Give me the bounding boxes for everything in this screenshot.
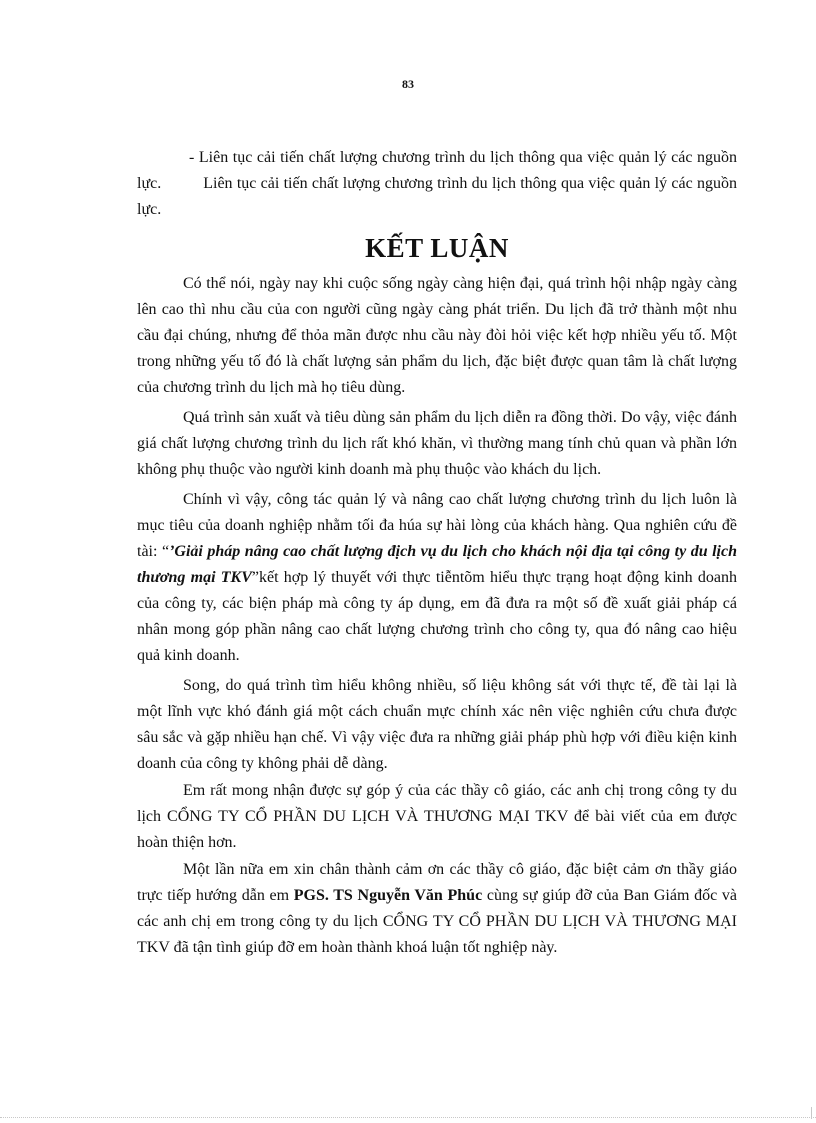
footer-corner-mark: [811, 1107, 812, 1119]
paragraph-4: Song, do quá trình tìm hiểu không nhiều, số liệu không sát với thực tế, đề tài lại là một lĩnh vực khó đánh giá một cách chuẩn mực chính xác nên việc nghiên cứu chưa được sâu sắc và gặp nhiều hạn chế. Vì vậy việc đưa ra những giải pháp phù hợp với điều kiện kinh doanh của công ty không phải dễ dàng.: [137, 677, 737, 772]
thesis-title: ’Giải pháp nâng cao chất lượng địch vụ du lịch cho khách nội địa tại công ty du lịch thương mại TKV: [137, 543, 737, 586]
intro-line-a: - Liên tục cải tiến chất lượng chương trình du lịch thông qua việc quản lý các nguồn lực.: [137, 149, 737, 192]
paragraph-5: Em rất mong nhận được sự góp ý của các thầy cô giáo, các anh chị trong công ty du lịch CỔNG TY CỔ PHẦN DU LỊCH VÀ THƯƠNG MẠI TKV để bài viết của em được hoàn thiện hơn.: [137, 782, 737, 851]
paragraph-2: Quá trình sản xuất và tiêu dùng sản phẩm du lịch diễn ra đồng thời. Do vậy, việc đánh giá chất lượng chương trình du lịch rất khó khăn, vì thường mang tính chủ quan và phần lớn không phụ thuộc vào người kinh doanh mà phụ thuộc vào khách du lịch.: [137, 409, 737, 478]
paragraph-3: [137, 487, 737, 669]
document-body: [137, 145, 737, 965]
paragraph-3-rest: ”kết hợp lý thuyết với thực tiễntõm hiểu thực trạng hoạt động kinh doanh của công ty, các biện pháp mà công ty áp dụng, em đã đưa ra một số đề xuất giải pháp cá nhân mong góp phần nâng cao chất lượng chương trình cho công ty, qua đó nâng cao hiệu quả kinh doanh.: [137, 569, 737, 664]
paragraph-3-intro: Chính vì vậy, công tác quản lý và nâng cao chất lượng chương trình du lịch luôn là mục tiêu của doanh nghiệp nhằm tối đa húa sự hài lòng của khách hàng. Qua nghiên cứu đề tài: “: [137, 491, 737, 560]
conclusion-heading: KẾT LUẬN: [365, 233, 509, 263]
paragraph-6: [137, 857, 737, 961]
paragraph-1: Có thể nói, ngày nay khi cuộc sống ngày càng hiện đại, quá trình hội nhập ngày càng lên cao thì nhu cầu của con người cũng ngày càng phát triển. Du lịch đã trở thành một nhu cầu đại chúng, nhưng để thỏa mãn được nhu cầu này đòi hỏi việc kết hợp nhiều yếu tố. Một trong những yếu tố đó là chất lượng sản phẩm du lịch, đặc biệt được quan tâm là chất lượng của chương trình du lịch mà họ tiêu dùng.: [137, 275, 737, 396]
footer-dotted-rule: [0, 1117, 816, 1118]
intro-paragraph: [137, 145, 737, 223]
paragraph-6-rest: cùng sự giúp đỡ của Ban Giám đốc và các anh chị em trong công ty du lịch CỔNG TY CỔ PHẦN DU LỊCH VÀ THƯƠNG MẠI TKV đã tận tình giúp đỡ em hoàn thành khoá luận tốt nghiệp này.: [137, 887, 737, 956]
page-number: 83: [402, 77, 414, 91]
paragraph-6-intro: Một lần nữa em xin chân thành cảm ơn các thầy cô giáo, đặc biệt cảm ơn thầy giáo trực tiếp hướng dẫn em: [137, 861, 737, 904]
intro-line-b: Liên tục cải tiến chất lượng chương trình du lịch thông qua việc quản lý các nguồn lực.: [137, 175, 737, 218]
advisor-name: PGS. TS Nguyễn Văn Phúc: [293, 887, 483, 904]
